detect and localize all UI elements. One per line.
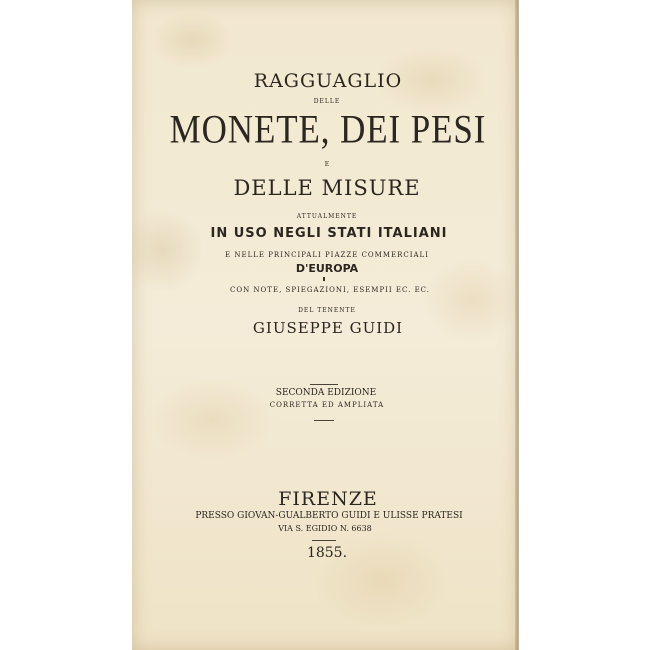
ornament-dot bbox=[323, 277, 325, 281]
publisher-line: PRESSO GIOVAN-GUALBERTO GUIDI E ULISSE PRATESI bbox=[195, 511, 463, 521]
piazze-line: E NELLE PRINCIPALI PIAZZE COMMERCIALI bbox=[225, 251, 429, 259]
delle-small-text: DELLE bbox=[313, 98, 341, 105]
divider-rule bbox=[312, 540, 336, 541]
in-uso-line: IN USO NEGLI STATI ITALIANI bbox=[210, 226, 448, 241]
author-name: GIUSEPPE GUIDI bbox=[252, 319, 404, 337]
europa-line: D'EUROPA bbox=[295, 262, 359, 275]
conjunction-text: E bbox=[324, 161, 330, 168]
author-prefix: DEL TENENTE bbox=[298, 307, 356, 314]
divider-rule bbox=[310, 384, 338, 385]
note-line: CON NOTE, SPIEGAZIONI, ESEMPII EC. EC. bbox=[229, 286, 431, 294]
address-line: VIA S. EGIDIO N. 6638 bbox=[278, 524, 372, 533]
divider-rule bbox=[314, 420, 334, 421]
main-title: MONETE, DEI PESI bbox=[169, 107, 487, 153]
attualmente-text: ATTUALMENTE bbox=[296, 213, 358, 220]
city-line: FIRENZE bbox=[278, 488, 378, 510]
edition-note: CORRETTA ED AMPLIATA bbox=[269, 401, 385, 409]
edition-line: SECONDA EDIZIONE bbox=[275, 388, 377, 398]
year-line: 1855. bbox=[306, 545, 348, 561]
subtitle: DELLE MISURE bbox=[233, 176, 421, 200]
ragguaglio-heading: RAGGUAGLIO bbox=[253, 70, 403, 92]
